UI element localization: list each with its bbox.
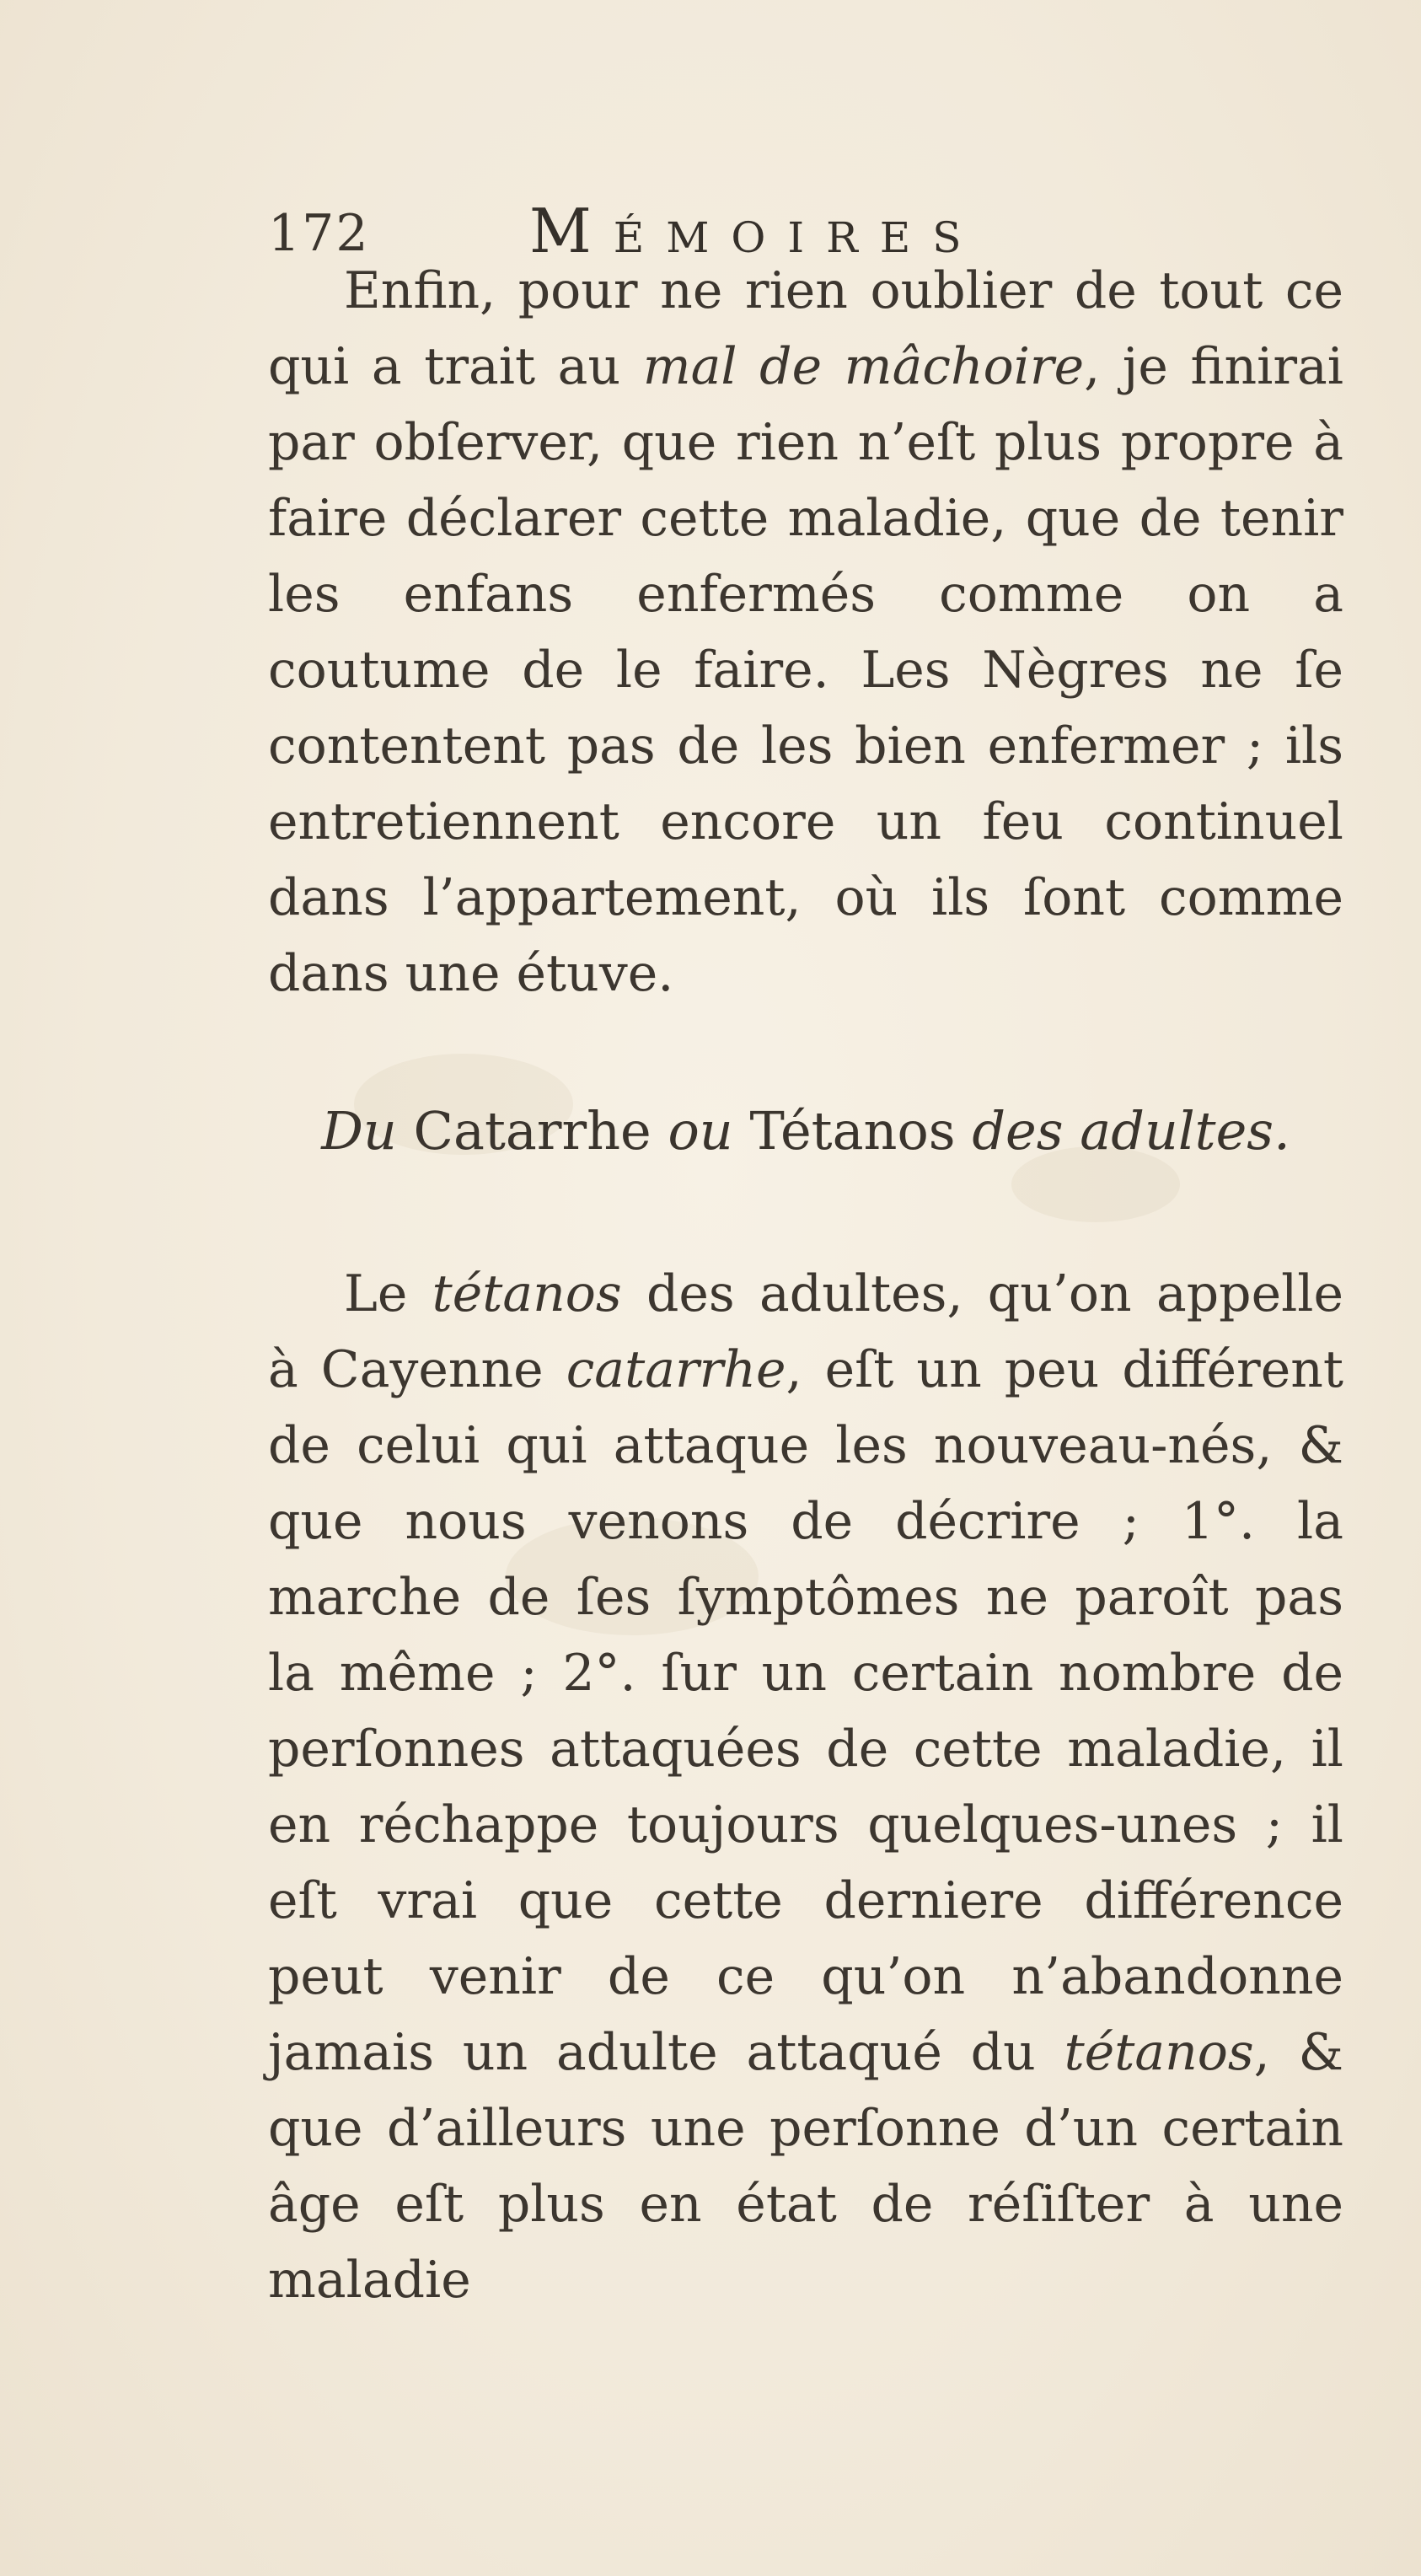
paragraph-text — [268, 1256, 1343, 2318]
italic-term: mal de mâchoire — [642, 337, 1085, 396]
heading-catarrhe: Catarrhe — [413, 1100, 652, 1162]
section-heading — [268, 1100, 1343, 1162]
italic-term: tétanos — [1064, 2023, 1254, 2082]
paragraph-mal-de-machoire — [268, 253, 1343, 1012]
heading-des-adultes: des adultes. — [972, 1100, 1290, 1162]
paragraph-tetanos-adultes — [268, 1256, 1343, 2318]
italic-term: catarrhe — [566, 1340, 786, 1399]
text-segment: , & que d’ailleurs une perſonne d’un certain âge eſt plus en état de réſiſter à une maladie — [268, 2023, 1343, 2310]
text-segment: , je finirai par obſerver, que rien n’eſt plus propre à faire déclarer cette maladie, que de tenir les enfans enfermés comme on a coutume de le faire. Les Nègres ne ſe contentent pas de les bien enfermer ; ils entretiennent encore un feu continuel dans l’appartement, où ils ſont comme dans une étuve. — [268, 337, 1343, 1003]
text-segment: Le — [344, 1264, 432, 1323]
italic-term: tétanos — [432, 1264, 622, 1323]
text-segment: , eſt un peu différent de celui qui attaque les nouveau-nés, & que nous venons de décrire ; 1°. la marche de ſes ſymptômes ne paroît pas la même ; 2°. ſur un certain nombre de perſonnes attaquées de cette maladie, il en réchappe toujours quelques-unes ; il eſt vrai que cette derniere différence peut venir de ce qu’on n’abandonne jamais un adulte attaqué du — [268, 1340, 1343, 2082]
heading-ou: ou — [668, 1100, 733, 1162]
page-number: 172 — [268, 204, 370, 263]
text-segment: Enfin, pour ne rien oublier de tout ce qui a trait au — [268, 261, 1343, 396]
running-title: Mémoires — [529, 196, 984, 266]
heading-tetanos: Tétanos — [749, 1100, 956, 1162]
text-segment: des adultes, qu’on appelle à Cayenne — [268, 1264, 1343, 1399]
paragraph-text — [268, 253, 1343, 1012]
heading-du: Du — [321, 1100, 397, 1162]
